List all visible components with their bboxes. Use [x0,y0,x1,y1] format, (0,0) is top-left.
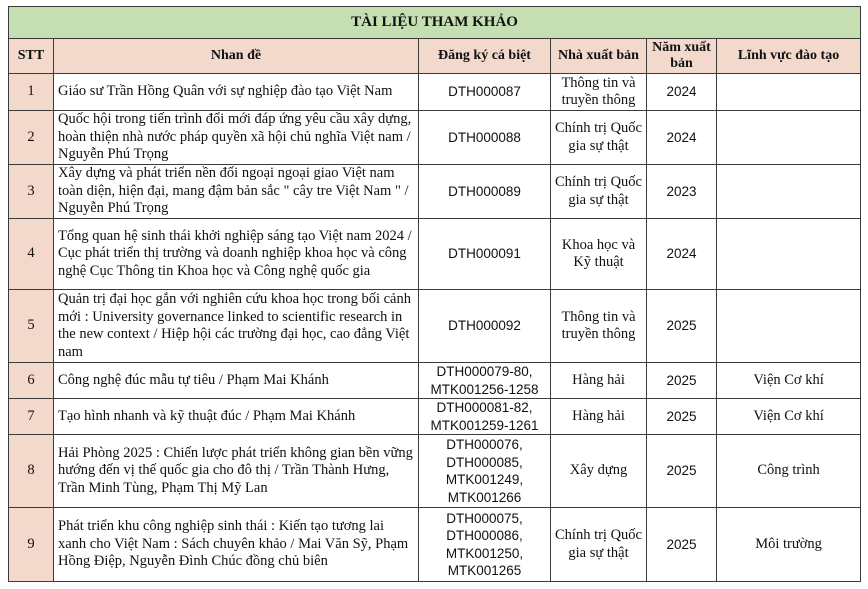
cell-publisher: Chính trị Quốc gia sự thật [551,508,647,582]
cell-stt: 9 [9,508,54,582]
cell-stt: 6 [9,363,54,399]
table-row [9,363,861,399]
reference-table-container [8,6,861,582]
cell-title: Xây dựng và phát triển nền đối ngoại ngoại giao Việt nam toàn diện, hiện đại, mang đậm bản sắc " cây tre Việt Nam " / Nguyễn Phú Trọng [54,165,419,219]
cell-year: 2025 [647,399,717,435]
cell-title: Quốc hội trong tiến trình đổi mới đáp ứng yêu cầu xây dựng, hoàn thiện nhà nước pháp quyền xã hội chủ nghĩa Việt nam / Nguyễn Phú Trọng [54,111,419,165]
cell-publisher: Chính trị Quốc gia sự thật [551,165,647,219]
cell-year: 2024 [647,111,717,165]
cell-title: Giáo sư Trần Hồng Quân với sự nghiệp đào tạo Việt Nam [54,74,419,111]
table-row [9,111,861,165]
cell-publisher: Khoa học và Kỹ thuật [551,219,647,290]
header-year: Năm xuất bản [647,39,717,74]
cell-field [717,290,861,363]
cell-publisher: Thông tin và truyền thông [551,290,647,363]
cell-stt: 4 [9,219,54,290]
cell-year: 2024 [647,219,717,290]
header-publisher: Nhà xuất bản [551,39,647,74]
table-row [9,165,861,219]
cell-stt: 7 [9,399,54,435]
cell-title: Tạo hình nhanh và kỹ thuật đúc / Phạm Mai Khánh [54,399,419,435]
table-header-row [9,39,861,74]
header-registration: Đăng ký cá biệt [419,39,551,74]
cell-year: 2025 [647,435,717,508]
cell-year: 2023 [647,165,717,219]
cell-publisher: Hàng hải [551,399,647,435]
cell-stt: 2 [9,111,54,165]
table-title: TÀI LIỆU THAM KHẢO [9,7,861,39]
table-row [9,290,861,363]
table-row [9,219,861,290]
cell-registration: DTH000079-80, MTK001256-1258 [419,363,551,399]
cell-registration: DTH000075, DTH000086, MTK001250, MTK001265 [419,508,551,582]
header-stt: STT [9,39,54,74]
header-title: Nhan đề [54,39,419,74]
cell-title: Phát triển khu công nghiệp sinh thái : Kiến tạo tương lai xanh cho Việt Nam : Sách chuyên khảo / Mai Văn Sỹ, Phạm Hồng Điệp, Nguyễn Đình Chúc đồng chủ biên [54,508,419,582]
cell-registration: DTH000089 [419,165,551,219]
cell-stt: 8 [9,435,54,508]
cell-field [717,165,861,219]
cell-field [717,111,861,165]
cell-publisher: Hàng hải [551,363,647,399]
cell-registration: DTH000081-82, MTK001259-1261 [419,399,551,435]
cell-stt: 1 [9,74,54,111]
cell-publisher: Xây dựng [551,435,647,508]
cell-registration: DTH000092 [419,290,551,363]
table-row [9,508,861,582]
cell-title: Tổng quan hệ sinh thái khởi nghiệp sáng tạo Việt nam 2024 / Cục phát triển thị trường và doanh nghiệp khoa học và công nghệ Cục Thông tin Khoa học và Công nghệ quốc gia [54,219,419,290]
cell-field [717,74,861,111]
reference-table [8,6,861,582]
table-row [9,399,861,435]
cell-year: 2025 [647,363,717,399]
table-row [9,435,861,508]
cell-registration: DTH000076, DTH000085, MTK001249, MTK001266 [419,435,551,508]
cell-title: Hải Phòng 2025 : Chiến lược phát triển không gian bền vững hướng đến vị thế quốc gia cho đô thị / Trần Thành Hưng, Trần Minh Tùng, Phạm Thị Mỹ Lan [54,435,419,508]
cell-stt: 5 [9,290,54,363]
cell-title: Công nghệ đúc mẫu tự tiêu / Phạm Mai Khánh [54,363,419,399]
cell-registration: DTH000091 [419,219,551,290]
cell-stt: 3 [9,165,54,219]
table-row [9,74,861,111]
cell-registration: DTH000088 [419,111,551,165]
cell-field [717,219,861,290]
cell-publisher: Chính trị Quốc gia sự thật [551,111,647,165]
cell-year: 2025 [647,508,717,582]
cell-year: 2024 [647,74,717,111]
cell-field: Viện Cơ khí [717,399,861,435]
header-field: Lĩnh vực đào tạo [717,39,861,74]
cell-registration: DTH000087 [419,74,551,111]
cell-title: Quản trị đại học gắn với nghiên cứu khoa học trong bối cảnh mới : University governance linked to scientific research in the new context / Hiệp hội các trường đại học, cao đẳng Việt nam [54,290,419,363]
cell-field: Viện Cơ khí [717,363,861,399]
cell-field: Công trình [717,435,861,508]
cell-field: Môi trường [717,508,861,582]
cell-year: 2025 [647,290,717,363]
table-title-row [9,7,861,39]
cell-publisher: Thông tin và truyền thông [551,74,647,111]
